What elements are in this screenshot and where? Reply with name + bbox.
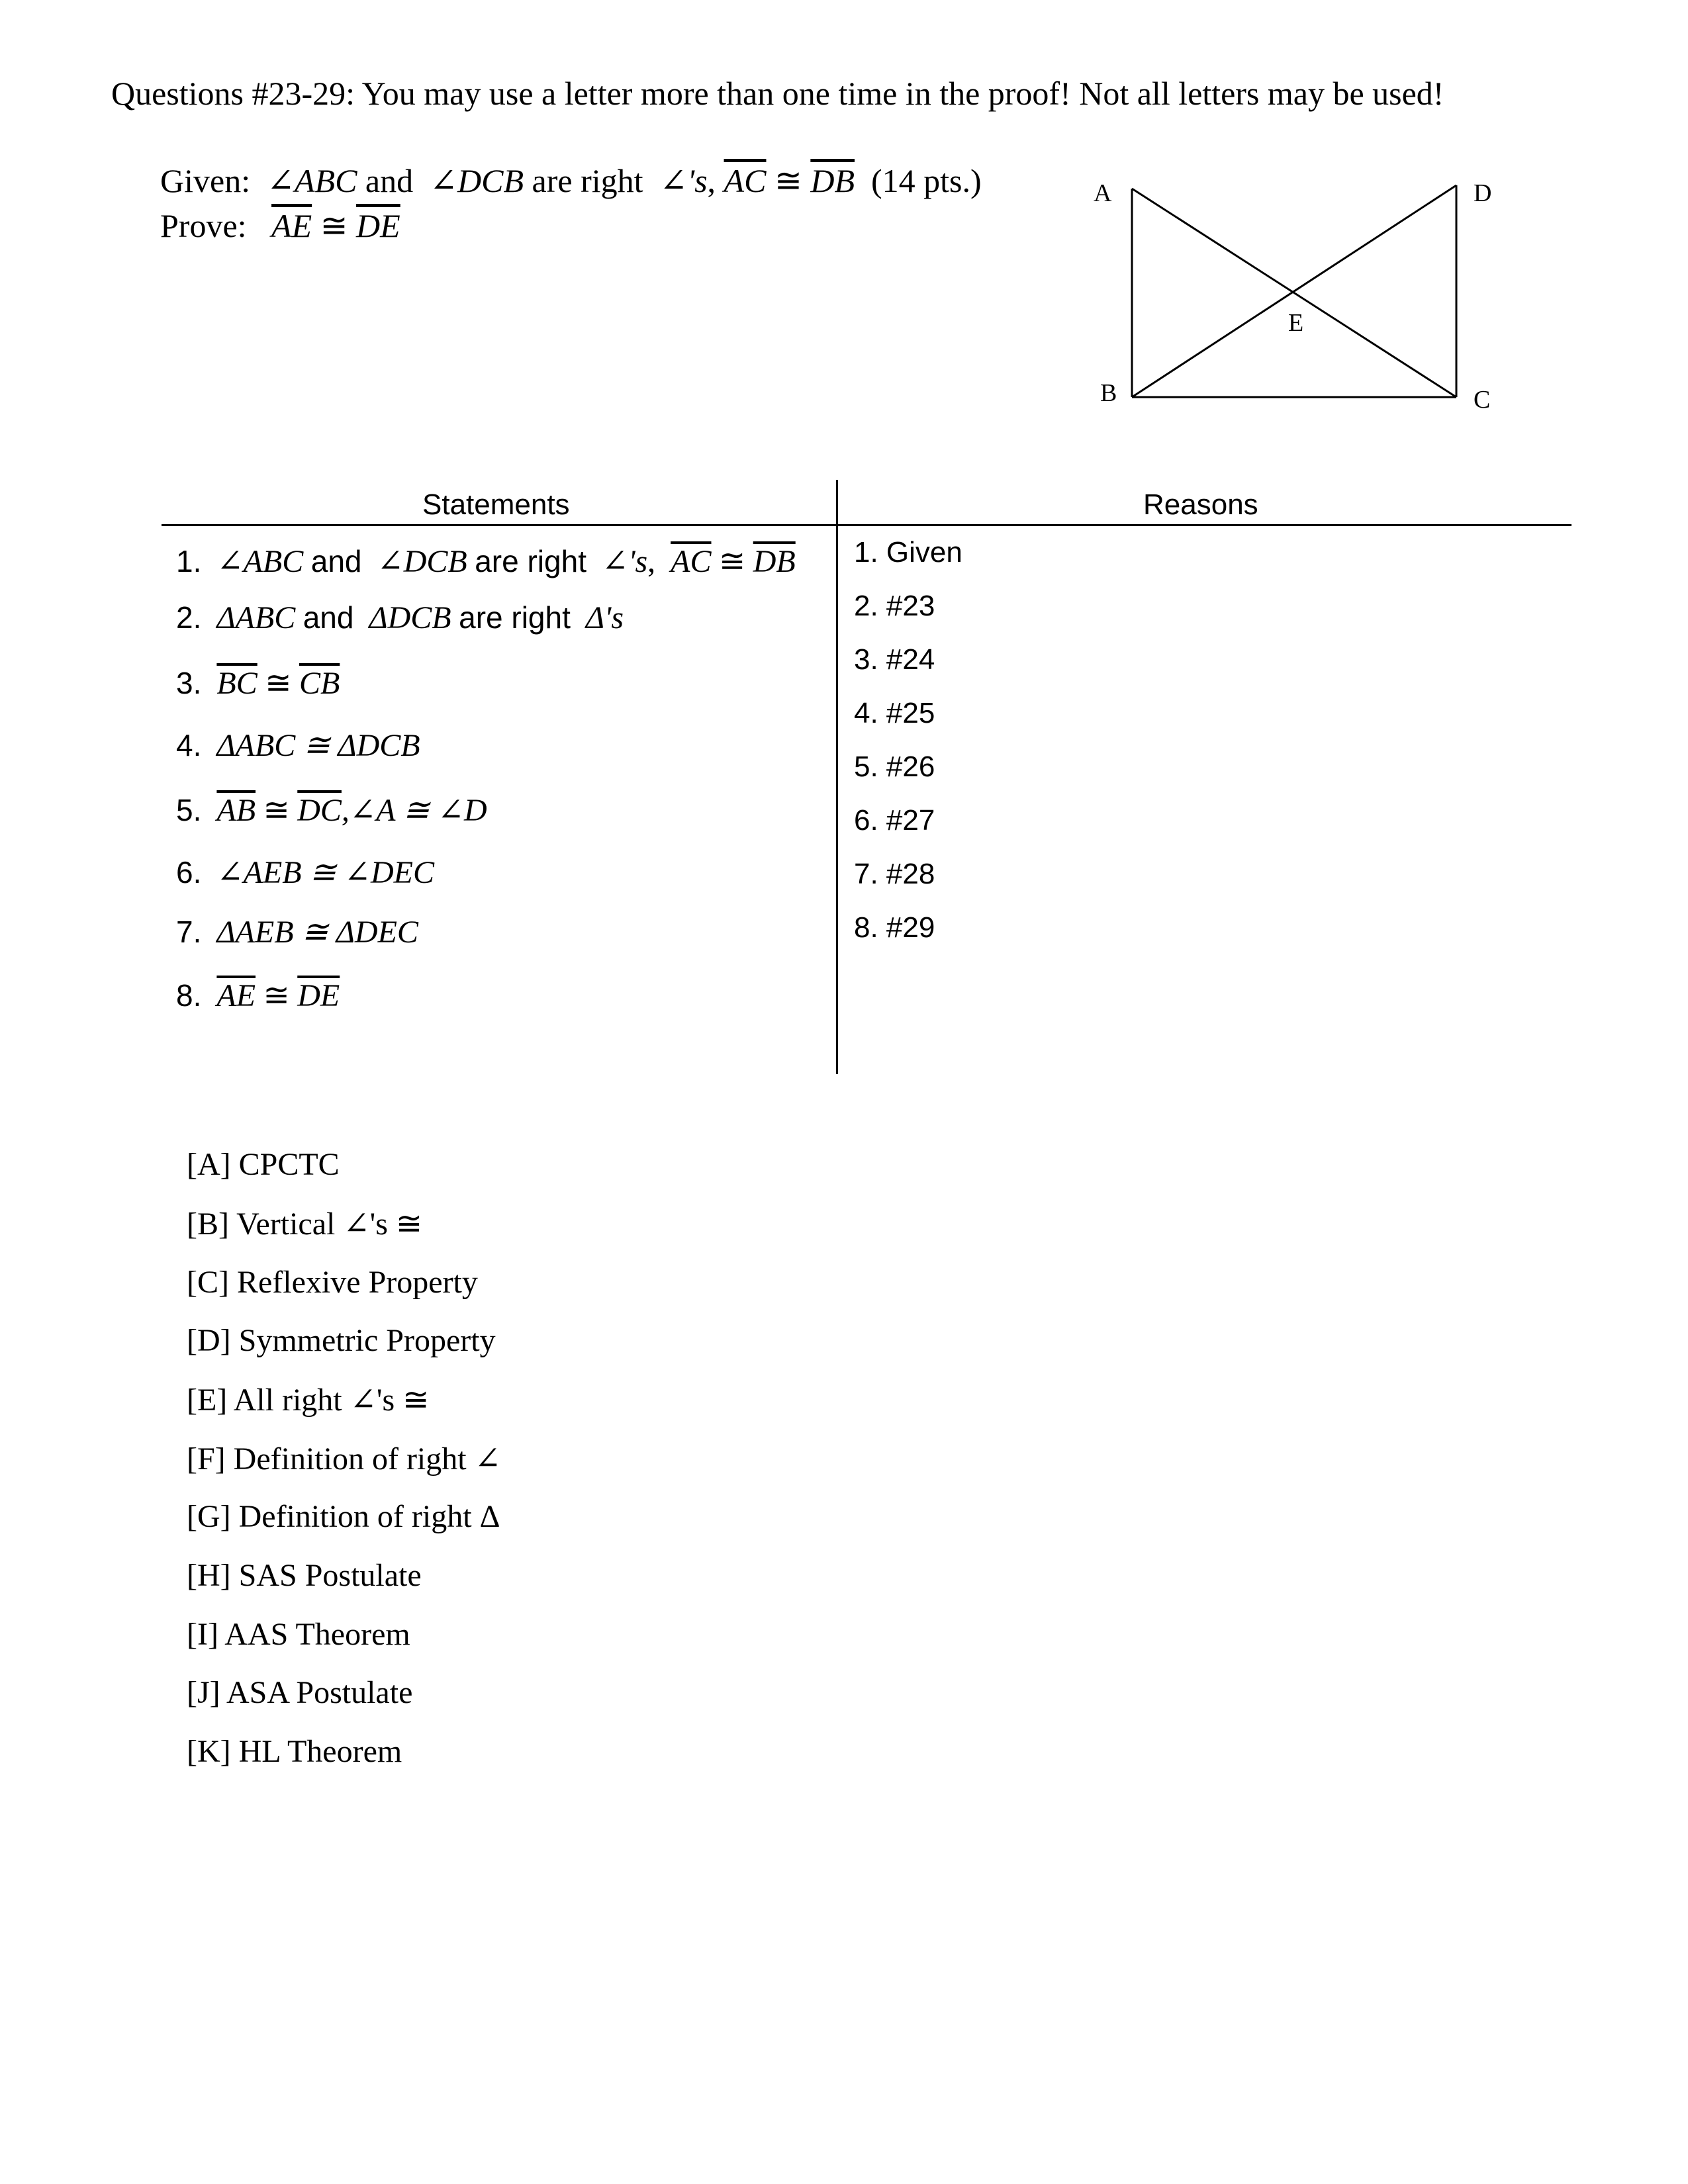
reasons-header: Reasons <box>1143 488 1258 521</box>
statement-row: 1. ∠ABC and ∠DCB are right ∠'s, $\overline{AC}$ ≅ $\overline{DB}$ <box>176 544 796 579</box>
table-divider-horizontal <box>162 524 1571 526</box>
point-label-e: E <box>1288 309 1304 337</box>
prove-label: Prove: <box>160 207 247 244</box>
answer-choice: [H] SAS Postulate <box>187 1558 422 1593</box>
statement-row: 5. $\overline{AB}$ ≅ $\overline{DC},\angle A$ ≅ ∠D <box>176 793 487 828</box>
reason-row: 5. #26 <box>854 751 935 783</box>
reason-row: 1. Given <box>854 536 962 569</box>
statement-row: 6. ∠AEB ≅ ∠DEC <box>176 855 434 890</box>
point-label-c: C <box>1474 386 1491 414</box>
statement-row: 7. ΔAEB ≅ ΔDEC <box>176 915 418 950</box>
point-label-d: D <box>1474 179 1492 207</box>
reason-row: 7. #28 <box>854 858 935 890</box>
point-label-a: A <box>1094 179 1112 207</box>
point-label-b: B <box>1100 379 1117 407</box>
statement-row: 4. ΔABC ≅ ΔDCB <box>176 728 420 763</box>
reason-row: 2. #23 <box>854 590 935 622</box>
given-angles-word: ∠'s <box>659 162 708 199</box>
statements-header: Statements <box>422 488 570 521</box>
given-and: and <box>365 162 414 199</box>
reason-row: 8. #29 <box>854 911 935 944</box>
prove-congruent: ≅ <box>320 207 348 244</box>
answer-choice: [F] Definition of right ∠ <box>187 1441 501 1477</box>
prove-segment-ae: $\overline{AE}$ <box>271 207 312 244</box>
answer-choice: [D] Symmetric Property <box>187 1323 496 1358</box>
given-segment-db: $\overline{DB}$ <box>810 162 855 199</box>
answer-choice: [C] Reflexive Property <box>187 1265 478 1300</box>
answer-choice: [K] HL Theorem <box>187 1734 402 1769</box>
instructions: Questions #23-29: You may use a letter more than one time in the proof! Not all letters may be used! <box>111 75 1444 112</box>
given-angle-dcb: ∠DCB <box>430 162 524 199</box>
answer-choice: [B] Vertical ∠'s ≅ <box>187 1206 423 1242</box>
statement-row: 3. $\overline{BC}$ ≅ $\overline{CB}$ <box>176 666 340 701</box>
given-points: (14 pts.) <box>871 162 982 199</box>
statement-row: 2. ΔABC and ΔDCB are right Δ's <box>176 600 624 635</box>
reason-row: 4. #25 <box>854 697 935 729</box>
answer-choice: [I] AAS Theorem <box>187 1617 410 1652</box>
statement-row: 8. $\overline{AE}$ ≅ $\overline{DE}$ <box>176 978 340 1013</box>
answer-choice: [G] Definition of right Δ <box>187 1499 500 1534</box>
given-angle-abc: ∠ABC <box>267 162 357 199</box>
given-label: Given: <box>160 162 251 199</box>
given-statement: Given: ∠ABC and ∠DCB are right ∠'s, $\overline{AC}$ ≅ $\overline{DB}$ (14 pts.) <box>160 162 982 199</box>
geometry-diagram <box>1086 172 1509 424</box>
given-congruent: ≅ <box>774 162 802 199</box>
answer-choice: [A] CPCTC <box>187 1147 340 1182</box>
prove-statement <box>160 206 400 245</box>
prove-segment-de: $\overline{DE}$ <box>356 207 400 244</box>
reason-row: 3. #24 <box>854 643 935 676</box>
answer-choice: [E] All right ∠'s ≅ <box>187 1383 430 1418</box>
reason-row: 6. #27 <box>854 804 935 837</box>
given-are-right: are right <box>532 162 643 199</box>
table-divider-vertical <box>836 480 838 1074</box>
answer-choice: [J] ASA Postulate <box>187 1675 413 1710</box>
given-segment-ac: $\overline{AC}$ <box>724 162 767 199</box>
